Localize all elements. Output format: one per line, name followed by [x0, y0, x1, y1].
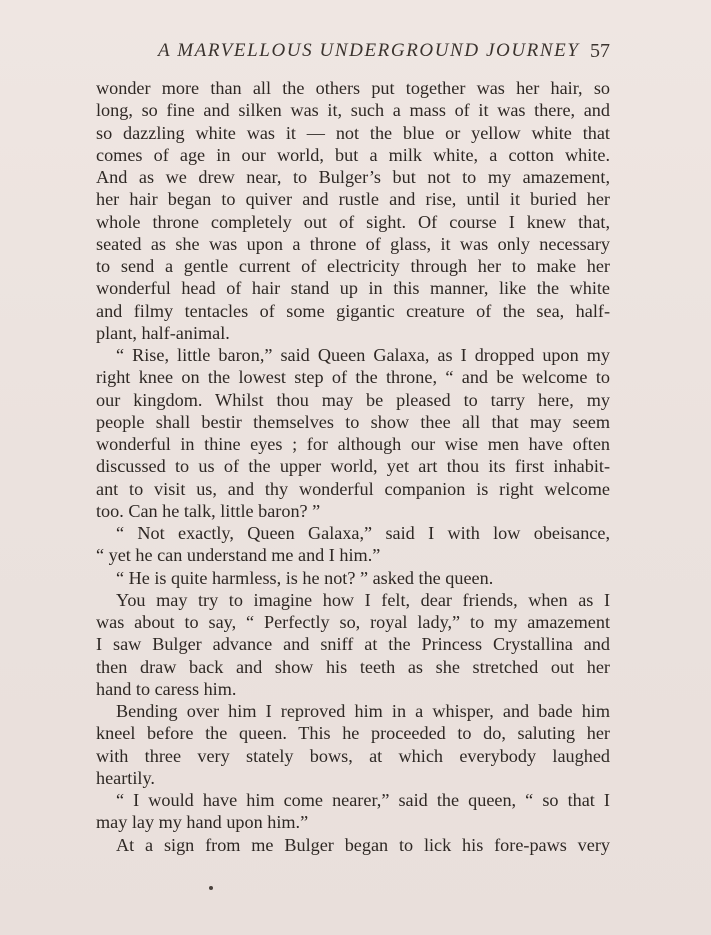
- text-line: her hair began to quiver and rustle and rise, until it buried her: [96, 189, 610, 210]
- text-line: heartily.: [96, 767, 155, 788]
- text-line: wonderful in thine eyes ; for although our wise men have often: [96, 434, 610, 454]
- text-line: so dazzling white was it — not the blue or yellow white that: [96, 122, 610, 143]
- running-head: [96, 40, 612, 66]
- text-line: and filmy tentacles of some gigantic creature of the sea, half-: [96, 300, 610, 321]
- running-title: A MARVELLOUS UNDERGROUND JOURNEY: [158, 40, 580, 61]
- text-line: our kingdom. Whilst thou may be pleased to tarry here, my: [96, 389, 610, 410]
- text-line: seated as she was upon a throne of glass, it was only necessary: [96, 233, 610, 254]
- text-line: “ I would have him come nearer,” said the queen, “ so that I: [116, 790, 610, 810]
- text-line: with three very stately bows, at which everybody laughed: [96, 745, 610, 766]
- text-line: whole throne completely out of sight. Of course I knew that,: [96, 211, 610, 232]
- text-line: to send a gentle current of electricity through her to make her: [96, 256, 610, 276]
- text-line: kneel before the queen. This he proceeded to do, saluting her: [96, 723, 610, 744]
- text-line: hand to caress him.: [96, 678, 237, 699]
- text-line: You may try to imagine how I felt, dear friends, when as I: [116, 589, 610, 610]
- text-line: wonderful head of hair stand up in this manner, like the white: [96, 278, 610, 299]
- text-line: plant, half-animal.: [96, 322, 230, 343]
- text-line: people shall bestir themselves to show thee all that may seem: [96, 411, 610, 432]
- text-line: “ Not exactly, Queen Galaxa,” said I with low obeisance,: [116, 523, 610, 543]
- text-line: And as we drew near, to Bulger’s but not to my amazement,: [96, 167, 610, 187]
- text-line: ant to visit us, and thy wonderful companion is right welcome: [96, 478, 610, 499]
- text-line: wonder more than all the others put together was her hair, so: [96, 78, 610, 98]
- text-line: then draw back and show his teeth as she stretched out her: [96, 656, 610, 677]
- text-line: “ yet he can understand me and I him.”: [96, 545, 381, 566]
- text-line: may lay my hand upon him.”: [96, 812, 309, 833]
- body-text: [96, 77, 610, 856]
- text-line: too. Can he talk, little baron? ”: [96, 500, 321, 521]
- text-line: comes of age in our world, but a milk white, a cotton white.: [96, 144, 610, 165]
- text-line: “ Rise, little baron,” said Queen Galaxa, as I dropped upon my: [116, 345, 610, 365]
- text-line: long, so fine and silken was it, such a mass of it was there, and: [96, 100, 610, 121]
- text-line: Bending over him I reproved him in a whisper, and bade him: [116, 701, 610, 721]
- text-line: “ He is quite harmless, is he not? ” asked the queen.: [116, 567, 494, 588]
- text-line: discussed to us of the upper world, yet art thou its first inhabit-: [96, 456, 610, 477]
- text-line: I saw Bulger advance and sniff at the Princess Crystallina and: [96, 634, 610, 655]
- text-line: At a sign from me Bulger began to lick his fore-paws very: [116, 834, 610, 855]
- page-number: 57: [590, 40, 610, 62]
- paper-speck: [209, 886, 213, 890]
- text-line: was about to say, “ Perfectly so, royal lady,” to my amazement: [96, 612, 610, 632]
- text-line: right knee on the lowest step of the throne, “ and be welcome to: [96, 367, 610, 388]
